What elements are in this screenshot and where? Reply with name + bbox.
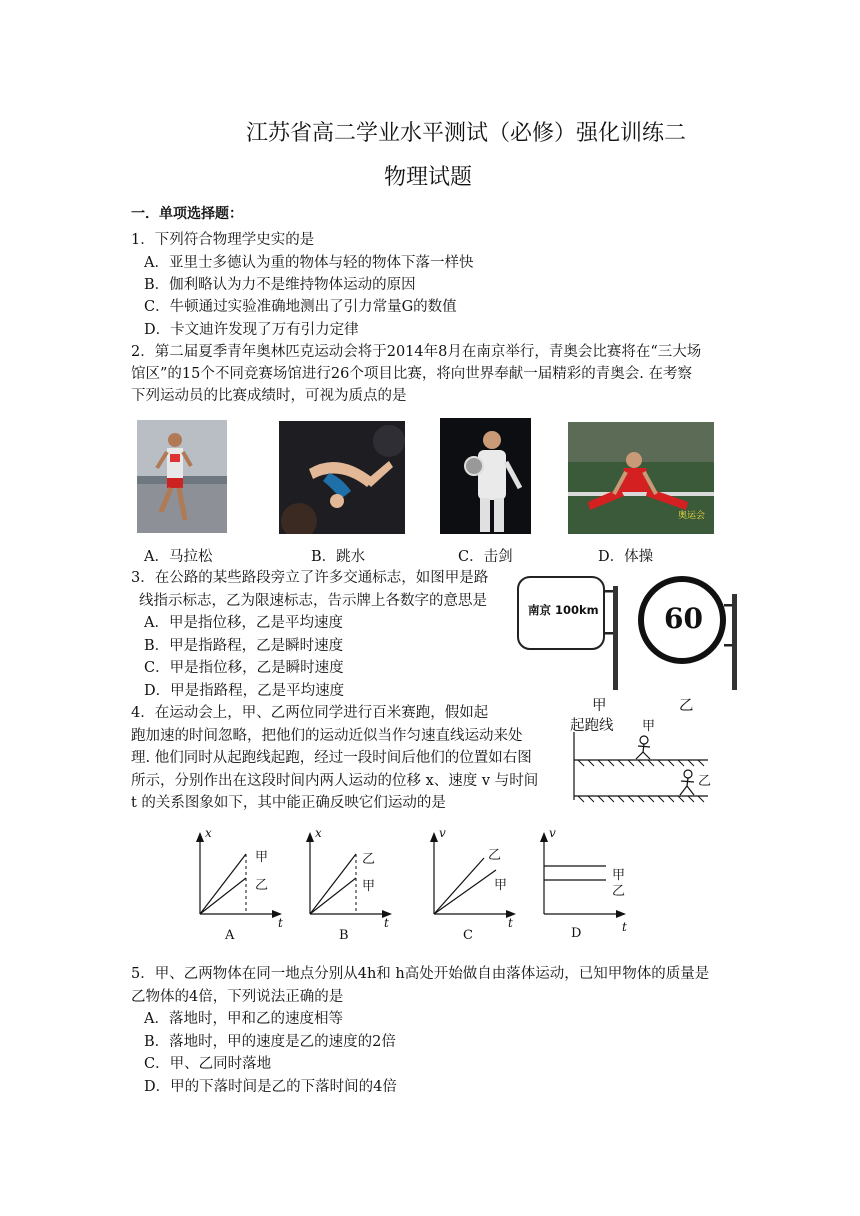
q1-stem: 1．下列符合物理学史实的是 — [131, 232, 315, 248]
graph-c-upper-label: 乙 — [488, 848, 502, 863]
start-line-label: 起跑线 — [570, 718, 614, 734]
graph-c-xlabel: t — [508, 916, 513, 930]
q4-stem-line4: 所示，分别作出在这段时间内两人运动的位移 x、速度 v 与时间 — [131, 773, 539, 789]
q4-stem-line3: 理. 他们同时从起跑线起跑，经过一段时间后他们的位置如右图 — [131, 750, 532, 766]
q1-option-d: D．卡文迪许发现了万有引力定律 — [144, 322, 359, 338]
q3-option-d: D．甲是指路程，乙是平均速度 — [144, 683, 345, 699]
q2-option-b: B．跳水 — [311, 549, 366, 565]
graph-d-ylabel: v — [549, 826, 556, 840]
graph-c — [424, 828, 524, 948]
graph-b-letter: B — [339, 928, 349, 943]
graph-a-xlabel: t — [278, 916, 283, 930]
page-title: 江苏省高二学业水平测试（必修）强化训练二 — [246, 121, 687, 146]
sign-label-jia: 甲 — [592, 698, 607, 714]
q5-option-b: B．落地时，甲的速度是乙的速度的2倍 — [144, 1034, 396, 1050]
marathon-photo — [137, 420, 227, 533]
section-heading: 一．单项选择题： — [131, 206, 243, 222]
graph-c-letter: C — [463, 928, 473, 943]
graph-a-ylabel: x — [205, 826, 212, 840]
graph-a-lower-label: 乙 — [255, 878, 269, 893]
runner-yi-label: 乙 — [698, 774, 712, 789]
graph-b-xlabel: t — [384, 916, 389, 930]
race-figure — [568, 712, 718, 807]
speed-limit-number: 60 — [664, 602, 703, 635]
traffic-signs-figure — [515, 572, 740, 692]
q5-stem-line1: 5．甲、乙两物体在同一地点分别从4h和 h高处开始做自由落体运动，已知甲物体的质量是 — [131, 966, 710, 982]
graph-a-upper-label: 甲 — [255, 850, 269, 865]
graph-d-xlabel: t — [622, 920, 627, 934]
q4-stem-line2: 跑加速的时间忽略，把他们的运动近似当作匀速直线运动来处 — [131, 728, 523, 744]
graph-d-upper-label: 甲 — [612, 868, 626, 883]
q2-option-d: D．体操 — [598, 549, 654, 565]
graph-b-lower-label: 甲 — [362, 879, 376, 894]
graph-c-ylabel: v — [439, 826, 446, 840]
q2-option-c: C．击剑 — [458, 549, 513, 565]
sign-label-yi: 乙 — [679, 698, 694, 714]
photo-watermark: 奥运会 — [678, 511, 706, 521]
q1-option-a: A．亚里士多德认为重的物体与轻的物体下落一样快 — [144, 255, 474, 271]
gymnastics-photo — [568, 422, 714, 534]
graph-c-lower-label: 甲 — [494, 878, 508, 893]
graph-b — [300, 828, 400, 948]
graph-b-upper-label: 乙 — [362, 852, 376, 867]
graph-d-letter: D — [571, 926, 582, 941]
graph-d-lower-label: 乙 — [612, 884, 626, 899]
q3-option-c: C．甲是指位移，乙是瞬时速度 — [144, 660, 344, 676]
graph-d — [534, 828, 634, 948]
q2-stem-line3: 下列运动员的比赛成绩时，可视为质点的是 — [131, 388, 407, 404]
q2-stem-line2: 馆区”的15个不同竞赛场馆进行26个项目比赛，将向世界奉献一届精彩的青奥会. 在考察 — [131, 366, 693, 382]
page-subtitle: 物理试题 — [384, 165, 473, 190]
graph-a — [190, 828, 290, 948]
q5-stem-line2: 乙物体的4倍，下列说法正确的是 — [131, 989, 344, 1005]
q3-option-a: A．甲是指位移，乙是平均速度 — [144, 615, 343, 631]
diving-photo — [279, 421, 405, 534]
q4-stem-line1: 4．在运动会上，甲、乙两位同学进行百米赛跑，假如起 — [131, 705, 489, 721]
fencing-photo — [440, 418, 531, 534]
q5-option-c: C．甲、乙同时落地 — [144, 1056, 272, 1072]
q3-stem-line1: 3．在公路的某些路段旁立了许多交通标志，如图甲是路 — [131, 570, 489, 586]
q5-option-a: A．落地时，甲和乙的速度相等 — [144, 1011, 343, 1027]
q5-option-d: D．甲的下落时间是乙的下落时间的4倍 — [144, 1079, 397, 1095]
q3-option-b: B．甲是指路程，乙是瞬时速度 — [144, 638, 344, 654]
q1-option-b: B．伽利略认为力不是维持物体运动的原因 — [144, 277, 416, 293]
graph-a-letter: A — [225, 928, 235, 943]
q1-option-c: C．牛顿通过实验准确地测出了引力常量G的数值 — [144, 299, 457, 315]
graph-b-ylabel: x — [315, 826, 322, 840]
q2-stem-line1: 2．第二届夏季青年奥林匹克运动会将于2014年8月在南京举行，青奥会比赛将在“三大场 — [131, 344, 702, 360]
route-sign-text: 南京 100km — [528, 603, 599, 617]
q4-stem-line5: t 的关系图象如下，其中能正确反映它们运动的是 — [131, 795, 446, 811]
runner-jia-label: 甲 — [642, 719, 656, 734]
q3-stem-line2: 线指示标志，乙为限速标志，告示牌上各数字的意思是 — [139, 593, 487, 609]
q2-option-a: A．马拉松 — [144, 549, 213, 565]
